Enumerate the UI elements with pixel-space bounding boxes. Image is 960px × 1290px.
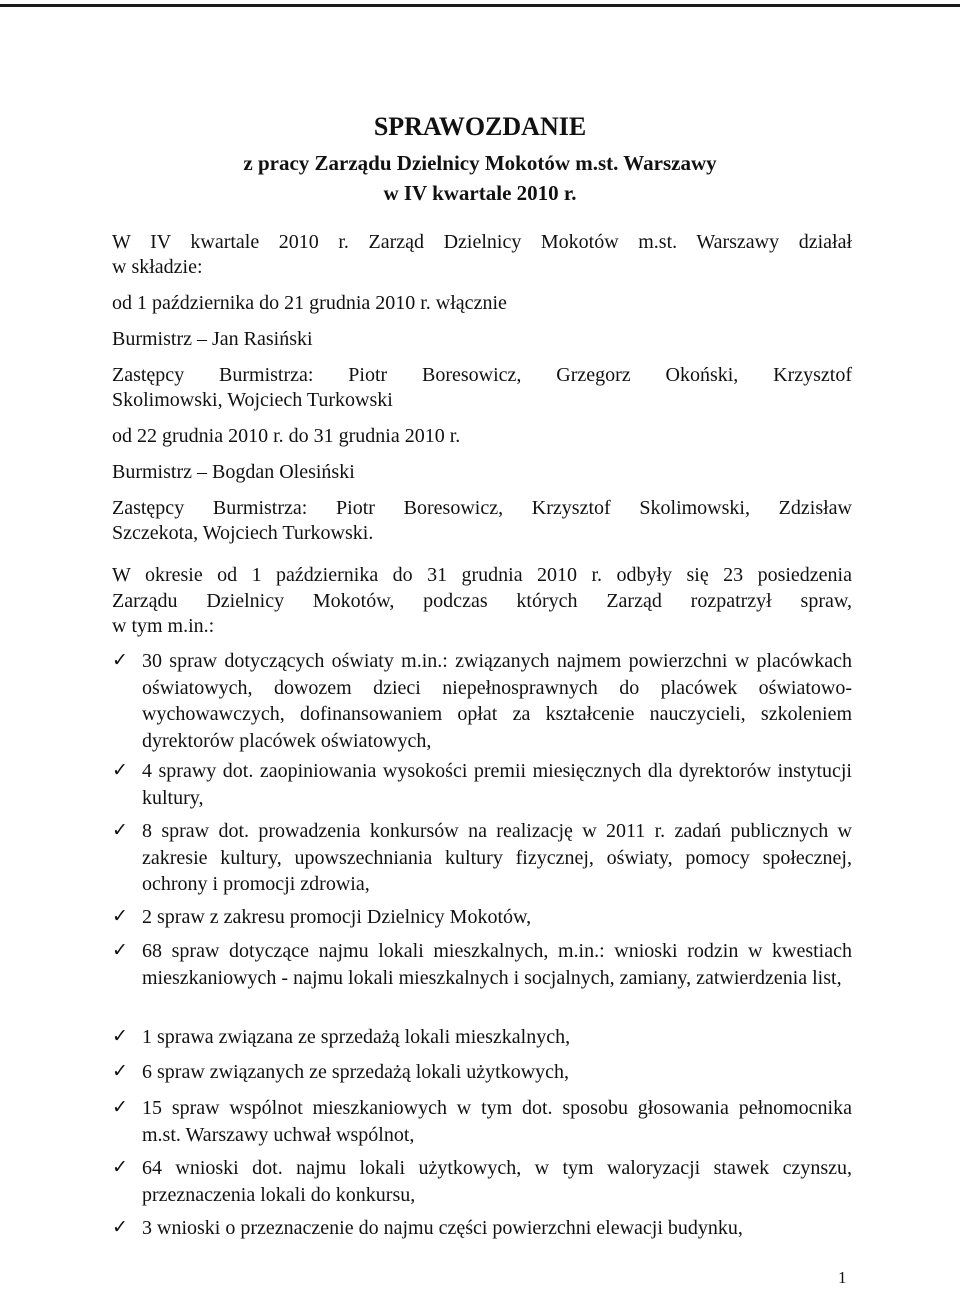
period1-label: od 1 października do 21 grudnia 2010 r. włącznie [112,292,507,314]
list-item [112,904,852,931]
period1-mayor: Burmistrz – Jan Rasiński [112,328,313,350]
list-item-text: 6 spraw związanych ze sprzedażą lokali użytkowych, [142,1061,570,1083]
list-item [112,1215,852,1242]
page-number: 1 [838,1268,847,1287]
list-item [112,938,852,991]
checkmark-icon: ✓ [112,1217,128,1238]
list-item [112,758,852,811]
checkmark-icon: ✓ [112,650,128,671]
list-item-text: 68 spraw dotyczące najmu lokali mieszkalnych, m.in.: wnioski rodzin w kwestiach mieszkaniowych - najmu lokali mieszkalnych i socjalnych, zamiany, zatwierdzenia list, [142,940,852,989]
checkmark-icon: ✓ [112,1157,128,1178]
list-item-text: 4 sprawy dot. zaopiniowania wysokości premii miesięcznych dla dyrektorów instytucji kultury, [142,760,852,809]
checkmark-icon: ✓ [112,1026,128,1047]
list-item-text: 2 spraw z zakresu promocji Dzielnicy Mokotów, [142,906,532,928]
list-item [112,1059,852,1086]
list-item [112,818,852,898]
period1-deputies-line-1: Zastępcy Burmistrza: Piotr Boresowicz, Grzegorz Okoński, Krzysztof [112,364,852,386]
list-item-text: 3 wnioski o przeznaczenie do najmu części powierzchni elewacji budynku, [142,1217,743,1239]
period2-deputies-line-2: Szczekota, Wojciech Turkowski. [112,522,374,544]
document-period: w IV kwartale 2010 r. [383,181,577,205]
list-item-text: 8 spraw dot. prowadzenia konkursów na realizację w 2011 r. zadań publicznych w zakresie kultury, upowszechniania kultury fizycznej, oświaty, pomocy społecznej, ochrony i promocji zdrowia, [142,820,852,895]
document-title: SPRAWOZDANIE [373,112,587,141]
meetings-line-2: Zarządu Dzielnicy Mokotów, podczas których Zarząd rozpatrzył spraw, [112,590,852,612]
checkmark-icon: ✓ [112,760,128,781]
period2-label: od 22 grudnia 2010 r. do 31 grudnia 2010 r. [112,425,461,447]
top-border-line [0,4,960,7]
period2-deputies-line-1: Zastępcy Burmistrza: Piotr Boresowicz, Krzysztof Skolimowski, Zdzisław [112,497,852,519]
list-item-text: 15 spraw wspólnot mieszkaniowych w tym dot. sposobu głosowania pełnomocnika m.st. Warszawy uchwał wspólnot, [142,1097,852,1146]
checkmark-icon: ✓ [112,906,128,927]
checkmark-icon: ✓ [112,940,128,961]
period1-deputies-line-2: Skolimowski, Wojciech Turkowski [112,389,393,411]
intro-line-1: W IV kwartale 2010 r. Zarząd Dzielnicy Mokotów m.st. Warszawy działał [112,231,852,253]
meetings-line-1: W okresie od 1 października do 31 grudnia 2010 r. odbyły się 23 posiedzenia [112,564,852,586]
period2-mayor: Burmistrz – Bogdan Olesiński [112,461,355,483]
document-subtitle: z pracy Zarządu Dzielnicy Mokotów m.st. Warszawy [243,151,717,175]
meetings-line-3: w tym m.in.: [112,615,215,637]
list-item [112,1024,852,1051]
list-item-text: 30 spraw dotyczących oświaty m.in.: związanych najmem powierzchni w placówkach oświatowych, dowozem dzieci niepełnosprawnych do placówek oświatowo-wychowawczych, dofinansowaniem opłat za kształcenie nauczycieli, szkoleniem dyrektorów placówek oświatowych, [142,650,852,752]
list-item-text: 1 sprawa związana ze sprzedażą lokali mieszkalnych, [142,1026,571,1048]
checkmark-icon: ✓ [112,1097,128,1118]
checkmark-icon: ✓ [112,820,128,841]
list-item-text: 64 wnioski dot. najmu lokali użytkowych, w tym waloryzacji stawek czynszu, przeznaczenia lokali do konkursu, [142,1157,852,1206]
list-item [112,648,852,754]
checkmark-icon: ✓ [112,1061,128,1082]
list-item [112,1095,852,1148]
list-item [112,1155,852,1208]
intro-line-2: w składzie: [112,256,203,278]
